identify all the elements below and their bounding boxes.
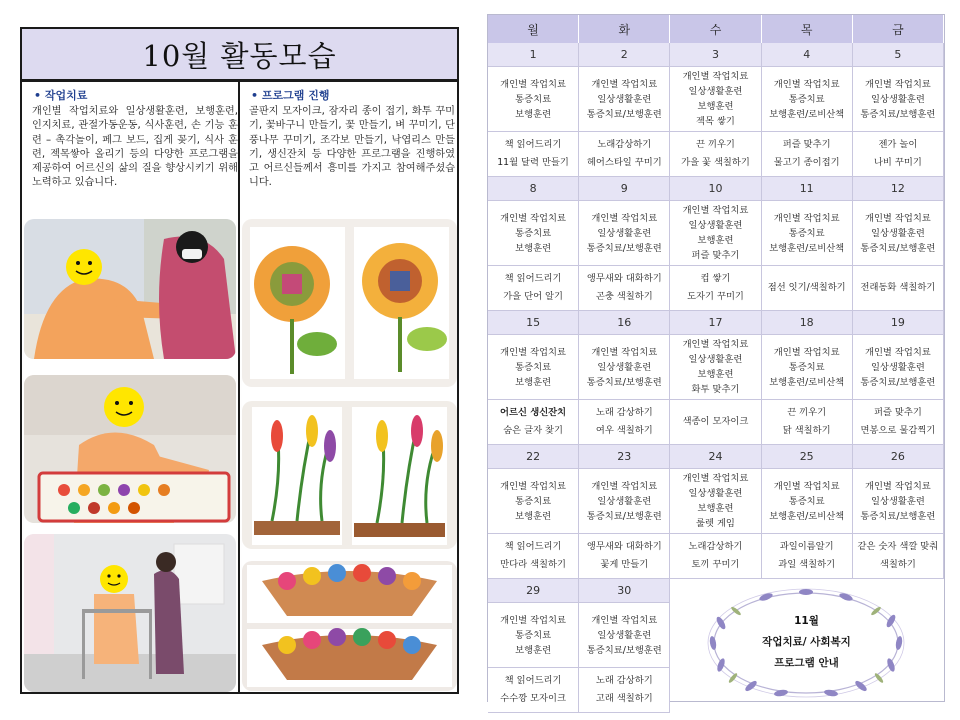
- activity-item: 과일이름알기: [779, 541, 834, 552]
- weekday-thu: 목: [762, 15, 853, 43]
- activity-program-cell: [579, 266, 670, 311]
- activity-item: 과일 색칠하기: [778, 559, 836, 570]
- activity-program-cell: [488, 266, 579, 311]
- photo-rice-stalk-art: [242, 401, 457, 549]
- therapy-item: 개인별 작업치료: [500, 614, 566, 626]
- date-cell: 19: [853, 311, 944, 335]
- therapy-schedule-cell: [670, 335, 761, 400]
- therapy-item: 보행훈련: [515, 510, 552, 522]
- therapy-item: 통증치료: [515, 227, 552, 239]
- activity-item: 퍼즐 맞추기: [782, 139, 831, 150]
- therapy-schedule-cell: [762, 201, 853, 266]
- therapy-item: 통증치료/보행훈련: [860, 510, 936, 522]
- therapy-item: 보행훈련/로비산책: [769, 376, 845, 388]
- weekday-tue: 화: [579, 15, 670, 43]
- therapy-item: 보행훈련: [515, 644, 552, 656]
- activity-program-cell: [579, 400, 670, 445]
- activity-item: 퍼즐 맞추기: [873, 407, 922, 418]
- activity-item: 여우 색칠하기: [595, 425, 653, 436]
- therapy-item: 개인별 작업치료: [591, 346, 658, 358]
- therapy-schedule-cell: [579, 335, 670, 400]
- therapy-item: 통증치료/보행훈련: [860, 376, 936, 388]
- therapy-schedule-cell: [762, 67, 853, 132]
- activity-program-cell: [579, 534, 670, 579]
- therapy-item: 통증치료/보행훈련: [586, 644, 662, 656]
- therapy-item: 개인별 작업치료: [500, 212, 566, 224]
- therapy-item: 일상생활훈련: [688, 354, 743, 365]
- therapy-item: 개인별 작업치료: [773, 346, 840, 358]
- weekday-wed: 수: [670, 15, 761, 43]
- activity-item: 가을 단어 알기: [503, 291, 563, 302]
- activity-item: 나비 꾸미기: [873, 157, 922, 168]
- date-cell: 29: [488, 579, 579, 603]
- activity-item: 노래감상하기: [597, 139, 652, 150]
- therapy-schedule-cell: [579, 201, 670, 266]
- activity-program-cell: [762, 266, 853, 311]
- activity-item: 색종이 모자이크: [682, 416, 749, 427]
- activity-item: 토끼 꾸미기: [691, 559, 740, 570]
- therapy-item: 개인별 작업치료: [500, 480, 566, 492]
- activity-item: 책 읽어드리기: [504, 675, 562, 686]
- photo-walker-training: [24, 534, 236, 692]
- photo-puzzle-board: [24, 375, 236, 523]
- activity-newsletter-panel: [20, 27, 459, 694]
- date-cell: 17: [670, 311, 761, 335]
- activity-program-cell: [579, 132, 670, 177]
- therapy-item: 보행훈련: [697, 101, 734, 112]
- program-text: 골판지 모자이크, 잠자리 종이 접기, 화투 꾸미기, 꽃바구니 만들기, 꽃 만들기, 벼 꾸미기, 단풍나무 꾸미기, 조각보 만들기, 낙엽리스 만들기, 생신잔치 등 다양한 프로그램을 진행하였고 어르신들께서 흥미를 가지고 참여해주셨습니다.: [249, 106, 455, 189]
- therapy-item: 화투 맞추기: [691, 384, 740, 395]
- therapy-item: 개인별 작업치료: [773, 212, 840, 224]
- therapy-item: 일상생활훈련: [688, 488, 743, 499]
- activity-item: 앵무새와 대화하기: [586, 273, 662, 284]
- activity-program-cell: [762, 132, 853, 177]
- activity-program-cell: [670, 266, 761, 311]
- therapy-item: 개인별 작업치료: [682, 205, 749, 216]
- date-cell: 8: [488, 177, 579, 201]
- date-cell: 3: [670, 43, 761, 67]
- date-cell: 10: [670, 177, 761, 201]
- therapy-schedule-cell: [488, 603, 579, 668]
- therapy-schedule-cell: [670, 469, 761, 534]
- therapy-schedule-cell: [670, 201, 761, 266]
- activity-program-cell: [853, 266, 944, 311]
- therapy-item: 젝목 쌓기: [696, 116, 735, 127]
- activity-program-cell: [762, 400, 853, 445]
- activity-item: 노래 감상하기: [595, 407, 653, 418]
- therapy-item: 일상생활훈련: [870, 361, 925, 373]
- therapy-schedule-cell: [853, 469, 944, 534]
- therapy-item: 일상생활훈련: [688, 86, 743, 97]
- column-divider: [238, 82, 240, 694]
- therapy-schedule-cell: [488, 469, 579, 534]
- date-cell: 5: [853, 43, 944, 67]
- date-cell: 30: [579, 579, 670, 603]
- activity-item: 11월 달력 만들기: [497, 157, 569, 168]
- therapy-item: 보행훈련: [515, 108, 552, 120]
- activity-program-cell: [762, 534, 853, 579]
- therapy-item: 보행훈련/로비산책: [769, 242, 845, 254]
- therapy-item: 통증치료/보행훈련: [860, 242, 936, 254]
- activity-item: 고래 색칠하기: [595, 693, 653, 704]
- therapy-item: 개인별 작업치료: [864, 212, 931, 224]
- therapy-item: 개인별 작업치료: [591, 78, 658, 90]
- therapy-item: 개인별 작업치료: [682, 339, 749, 350]
- activity-item: 앵무새와 대화하기: [586, 541, 662, 552]
- therapy-schedule-cell: [853, 201, 944, 266]
- weekday-header-row: [488, 15, 944, 43]
- program-heading: • 프로그램 진행: [251, 89, 330, 102]
- date-cell: 4: [762, 43, 853, 67]
- occupational-therapy-section: [32, 89, 238, 190]
- therapy-item: 통증치료: [788, 93, 825, 105]
- therapy-item: 개인별 작업치료: [864, 78, 931, 90]
- therapy-schedule-cell: [670, 67, 761, 132]
- weekday-mon: 월: [488, 15, 579, 43]
- activity-program-cell: [488, 668, 579, 713]
- date-cell: 11: [762, 177, 853, 201]
- activity-item: 수수깡 모자이크: [500, 693, 566, 704]
- activity-item: 끈 끼우기: [787, 407, 827, 418]
- therapy-item: 개인별 작업치료: [864, 346, 931, 358]
- therapy-schedule-cell: [579, 603, 670, 668]
- activity-program-cell: [853, 400, 944, 445]
- activity-item: 면봉으로 물감찍기: [860, 425, 936, 436]
- therapy-schedule-cell: [853, 335, 944, 400]
- therapy-item: 통증치료: [788, 227, 825, 239]
- date-cell: 26: [853, 445, 944, 469]
- activity-item: 노래 감상하기: [595, 675, 653, 686]
- activity-item: 색칠하기: [879, 559, 916, 570]
- therapy-item: 일상생활훈련: [597, 629, 652, 641]
- therapy-item: 개인별 작업치료: [864, 480, 931, 492]
- date-cell: 18: [762, 311, 853, 335]
- date-cell: 25: [762, 445, 853, 469]
- activity-item: 점선 잇기/색칠하기: [767, 282, 846, 293]
- therapy-item: 통증치료/보행훈련: [586, 108, 662, 120]
- program-section: [249, 89, 455, 190]
- activity-item: 책 읽어드리기: [504, 541, 562, 552]
- therapy-item: 일상생활훈련: [597, 227, 652, 239]
- therapy-schedule-cell: [579, 67, 670, 132]
- therapy-item: 개인별 작업치료: [682, 473, 749, 484]
- therapy-item: 룰렛 게임: [696, 518, 735, 529]
- therapy-item: 통증치료/보행훈련: [860, 108, 936, 120]
- therapy-schedule-cell: [488, 335, 579, 400]
- activity-item: 끈 끼우기: [696, 139, 735, 150]
- activity-program-cell: [670, 534, 761, 579]
- therapy-schedule-cell: [488, 201, 579, 266]
- activity-item: 젠가 놀이: [878, 139, 918, 150]
- therapy-item: 통증치료: [515, 361, 552, 373]
- therapy-schedule-cell: [488, 67, 579, 132]
- activity-item: 닭 색칠하기: [782, 425, 831, 436]
- therapy-item: 일상생활훈련: [870, 227, 925, 239]
- activity-item: 곤충 색칠하기: [595, 291, 653, 302]
- activity-item: 책 읽어드리기: [504, 273, 562, 284]
- therapy-item: 통증치료: [788, 361, 825, 373]
- therapy-item: 개인별 작업치료: [773, 480, 840, 492]
- therapy-item: 개인별 작업치료: [500, 78, 566, 90]
- therapy-item: 보행훈련/로비산책: [769, 510, 845, 522]
- notice-department: 작업치료/ 사회복지: [762, 635, 851, 648]
- activity-program-cell: [853, 534, 944, 579]
- therapy-item: 통증치료: [515, 495, 552, 507]
- occupational-therapy-heading: • 작업치료: [34, 89, 88, 102]
- therapy-item: 개인별 작업치료: [591, 480, 658, 492]
- therapy-item: 일상생활훈련: [870, 93, 925, 105]
- therapy-item: 개인별 작업치료: [591, 212, 658, 224]
- activity-item: 책 읽어드리기: [504, 139, 562, 150]
- activity-item: 가을 꽃 색칠하기: [681, 157, 750, 168]
- therapy-item: 통증치료/보행훈련: [586, 242, 662, 254]
- activity-program-cell: [488, 132, 579, 177]
- activity-item: 같은 숫자 색깔 맞춰: [857, 541, 939, 552]
- photo-arm-exercise: [24, 219, 236, 359]
- therapy-item: 개인별 작업치료: [773, 78, 840, 90]
- therapy-item: 보행훈련/로비산책: [769, 108, 845, 120]
- therapy-item: 보행훈련: [697, 369, 734, 380]
- date-cell: 12: [853, 177, 944, 201]
- activity-program-cell: [670, 132, 761, 177]
- therapy-item: 통증치료/보행훈련: [586, 376, 662, 388]
- activity-item: 물고기 종이접기: [773, 157, 840, 168]
- date-cell: 2: [579, 43, 670, 67]
- date-cell: 9: [579, 177, 670, 201]
- activity-item: 헤어스타일 꾸미기: [586, 157, 662, 168]
- notice-month: 11월: [794, 614, 819, 627]
- therapy-item: 일상생활훈련: [597, 361, 652, 373]
- date-cell: 16: [579, 311, 670, 335]
- newsletter-title: 10월 활동모습: [142, 38, 337, 73]
- weekday-fri: 금: [853, 15, 944, 43]
- therapy-item: 보행훈련: [515, 242, 552, 254]
- activity-item: 컵 쌓기: [700, 273, 731, 284]
- activity-item: 꽃게 만들기: [600, 559, 649, 570]
- therapy-item: 보행훈련: [515, 376, 552, 388]
- date-cell: 15: [488, 311, 579, 335]
- date-cell: 1: [488, 43, 579, 67]
- therapy-item: 개인별 작업치료: [591, 614, 658, 626]
- therapy-item: 일상생활훈련: [597, 495, 652, 507]
- photo-flower-basket-art: [242, 561, 457, 691]
- activity-item: 만다라 색칠하기: [500, 559, 566, 570]
- date-cell: 24: [670, 445, 761, 469]
- activity-program-cell: [579, 668, 670, 713]
- therapy-item: 보행훈련: [697, 235, 734, 246]
- therapy-item: 통증치료: [515, 93, 552, 105]
- therapy-schedule-cell: [579, 469, 670, 534]
- program-notice-wreath: [671, 583, 942, 701]
- activity-item: 어르신 생신잔치: [500, 407, 567, 418]
- therapy-schedule-cell: [762, 469, 853, 534]
- therapy-item: 통증치료: [788, 495, 825, 507]
- activity-program-cell: [853, 132, 944, 177]
- activity-item: 전래동화 색칠하기: [860, 282, 936, 293]
- photo-mosaic-sunflowers: [242, 219, 457, 387]
- activity-item: 노래감상하기: [688, 541, 743, 552]
- program-notice-text: [671, 583, 942, 701]
- activity-program-cell: [670, 400, 761, 445]
- activity-item: 숨은 글자 찾기: [503, 425, 563, 436]
- therapy-item: 퍼즐 맞추기: [691, 250, 740, 261]
- therapy-schedule-cell: [762, 335, 853, 400]
- therapy-item: 일상생활훈련: [688, 220, 743, 231]
- therapy-schedule-cell: [853, 67, 944, 132]
- date-cell: 23: [579, 445, 670, 469]
- therapy-item: 일상생활훈련: [597, 93, 652, 105]
- therapy-item: 개인별 작업치료: [682, 71, 749, 82]
- newsletter-title-box: [22, 29, 457, 82]
- activity-item: 도자기 꾸미기: [687, 291, 744, 302]
- november-program-calendar: [487, 14, 945, 702]
- date-cell: 22: [488, 445, 579, 469]
- therapy-item: 통증치료/보행훈련: [586, 510, 662, 522]
- therapy-item: 보행훈련: [697, 503, 734, 514]
- notice-title: 프로그램 안내: [774, 656, 839, 669]
- therapy-item: 일상생활훈련: [870, 495, 925, 507]
- activity-program-cell: [488, 400, 579, 445]
- therapy-item: 통증치료: [515, 629, 552, 641]
- therapy-item: 개인별 작업치료: [500, 346, 566, 358]
- occupational-therapy-text: 개인별 작업치료와 일상생활훈련, 보행훈련, 인지치료, 관절가동운동, 식사훈련, 손 기능 훈련 – 촉각놀이, 페그 보드, 집게 꽂기, 식사 훈련, 젝목쌓아 올리기 등의 다양한 프로그램을 제공하여 어르신의 삶의 질을 향상시키기 위해 노력하고 있습니다.: [32, 106, 238, 189]
- activity-program-cell: [488, 534, 579, 579]
